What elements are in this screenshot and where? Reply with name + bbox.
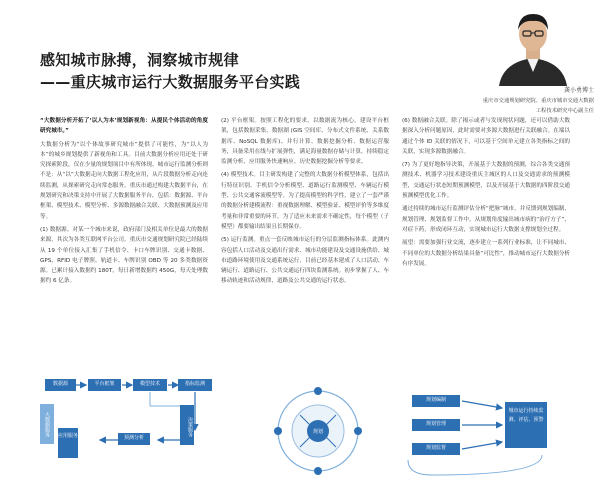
diagram-box-forecast: 预测分析	[118, 433, 150, 445]
cycle-center-label: 规划	[312, 429, 323, 435]
title-line-2: ——重庆城市运行大数据服务平台实践	[40, 73, 301, 91]
diagram-box-monitor: 指标监测	[178, 379, 212, 391]
article-title	[40, 49, 300, 93]
loop-box-city-monitoring: 城市运行持续监测、评估、预警	[505, 402, 547, 448]
article-column-1	[40, 116, 208, 290]
paragraph: (5) 运行监测。重点一套反映城市运行的分层监测指标体系。此测内容包括人口活动及交通出行需求、城市功能建设及交通设施供给、城市道路环境使用及交通系统运行，目前已经基本建成了人口活动、车辆运行、道路运行、公共交通运行四块监测系统。初步掌握了人、车移动轨迹和活动规律，道路及公共交通的运行状态。	[221, 237, 389, 285]
title-line-1: 感知城市脉搏，洞察城市规律	[40, 51, 239, 69]
paragraph: (7) 为了更好地指导决策，开展基于大数据的预测，综合各类交通预测技术、机器学习技术建设重庆主城区的人口及交通需求的预测模型，交通运行状态短期预测模型，以及开展基于大数据的四阶段交通预测模型优化工作。	[402, 162, 570, 200]
author-photo	[489, 6, 577, 86]
author-affiliation-1: 重庆市交通规划研究院、重庆市城市交通大数据	[482, 98, 594, 104]
paragraph: (4) 模型技术。目主研发构建了完整的大数据分析模型体系，包括出行特征识别、手机信令分析模型、道路运行监测模型、车辆运行模型、公共交通客流模型等。为了提高模型的科学性，建立了一套严谨的数据分析建模流程：重视数据理解、模型验证、模型评价等多维度考量和非常重要的环节。为了适应未来需求不确定性，每个模型（子模型）都要输出结果且长期保存。	[221, 172, 389, 230]
lead-quote: “大数据分析开拓了‘以人为本’规划新视角：从提民个体活动的角度研究城市。”	[40, 118, 208, 135]
diagram-vertical-label: 大数据服务	[40, 404, 54, 444]
paragraph: 通过持续的城市运行监测评估分析“把脉”城市，并反馈到规划编制、规划管理、规划监督工作中，从规划角度输出城市病的“治疗方子”，对症下药，形成闭环互动，实现城市运行大数据支撑规划全过程。	[402, 206, 571, 233]
paragraph: (1) 数据源。对某一个城市来说，政府部门及相关单位是最大的数据来源，其次为各类互联网平台公司。重庆市交通规划研究院已经陆续从 19 个单位接入汇集了手机信令、卡口车牌识别、交通卡数据、GPS、RFID 电子牌照、轨道卡、车牌识别 OBD 等 20 多类数据资源。已累计接入数据约 180T，每日新增数据约 450G，每天处理数据约 6 亿条。	[40, 226, 208, 285]
article-column-3	[402, 116, 570, 272]
diagram-box-application: 应用服务	[58, 428, 78, 458]
diagram-box-model: 模型技术	[133, 379, 167, 391]
diagram-box-platform: 平台框架	[88, 379, 121, 391]
diagram-box-decision: 决策服务	[180, 405, 194, 445]
loop-box-plan-making: 规划编制	[412, 395, 460, 407]
loop-box-plan-management: 规划管理	[412, 419, 460, 431]
loop-box-plan-supervision: 规划监督	[412, 443, 460, 455]
paragraph: (6) 数据融合关联。除了揭示或者与发现现状问题，还可以借助大数据深入分析问题原因，此时需要对多源大数据进行关联融合。在端以通过个体 ID 关联的情况下，可以基于空间单元建立各类指标之间的关联，实现多源数据融合。	[402, 118, 570, 155]
paragraph: 大数据分析为“以个体故事研究城市”提供了可能性，为“以人为本”的城乡规划提供了新视角和工具。目前大数据分析应用还处于研究探索阶段，仅在少量的规划项目中有所体现。城市运行监测分析则不是：从“以”大数据走向大数据工程化应用，从片段数据分析走向连续监测，从探索研究走向常态服务。重庆市通过构建大数据平台，在规划研究和决策支持中开展了大数据服务平台，包括：数据源、平台框架、模型技术、模型分析、多源数据融合关联、大数据预测及应用等。	[40, 141, 209, 220]
paragraph: (2) 平台框架。按照工程化的要求，以数据流为核心，建设平台框架，包括数据采集、数据湖 (GIS 空间库、分布式文件系统、关系数据库、NoSQL 数据库)、并行计算、数据挖掘分析、数据运营服务，具备采用在线与扩展弹性，满足海量数据存储与计算，持续稳定监测分析、应用服务快速响应、历史数据挖掘分析等要求。	[221, 118, 389, 166]
author-block	[462, 86, 594, 116]
author-affiliation-2: 工程技术研究中心副主任	[535, 108, 594, 114]
author-name: 龚小勇博士	[563, 87, 594, 94]
paragraph: 展望：需要加强行业交流，逐步建立一系列行业标准，让不同城市、不同单位的大数据分析结果具备“可比性”，推动城市运行大数据分析有序发展。	[402, 240, 571, 267]
article-column-2	[221, 116, 389, 290]
diagram-box-data-source: 数据源	[45, 379, 76, 391]
